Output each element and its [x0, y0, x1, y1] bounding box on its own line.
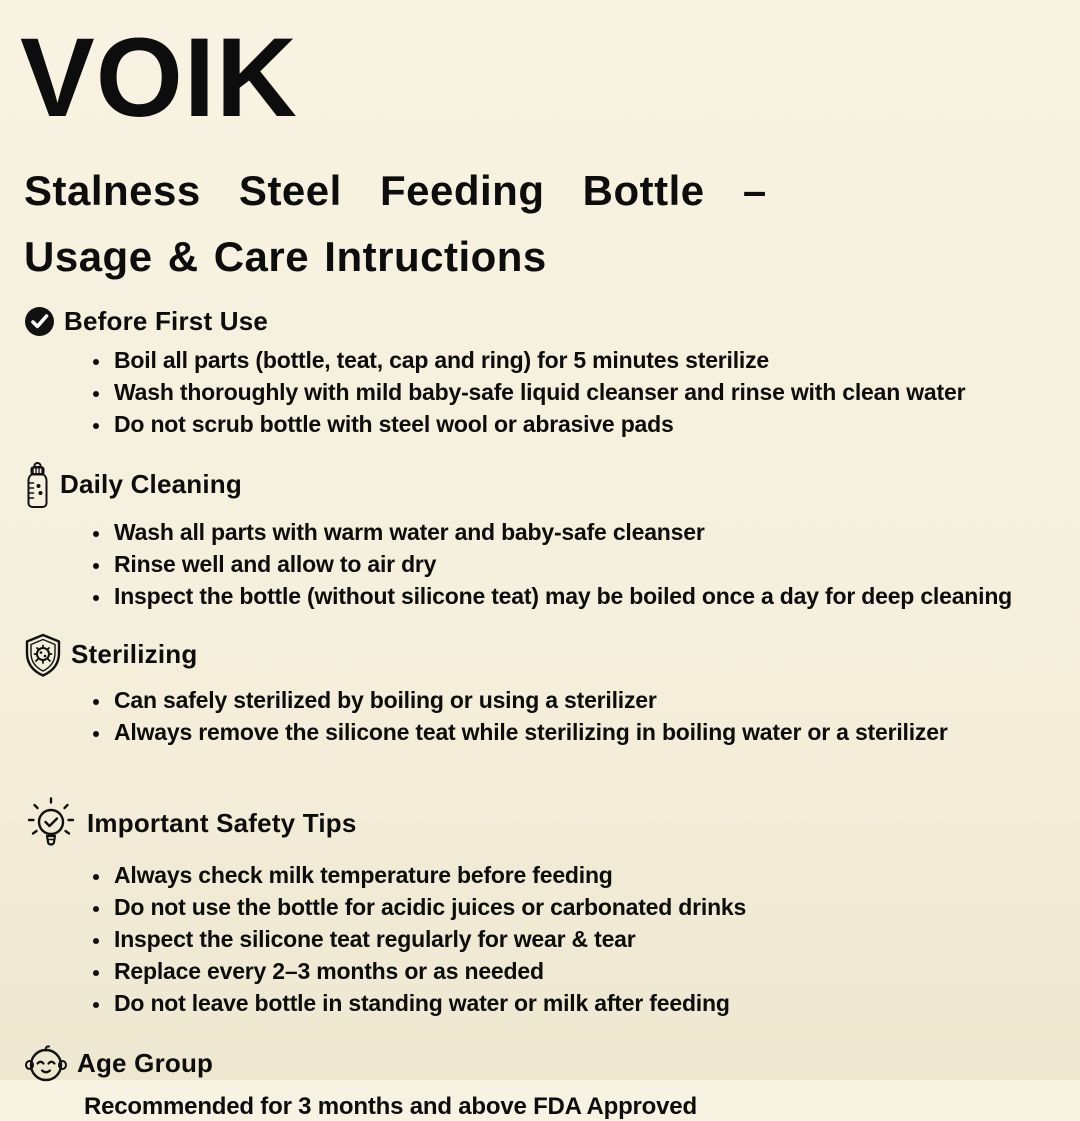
bullet-item: • Do not use the bottle for acidic juices or carbonated drinks: [112, 891, 1056, 923]
section-heading: Sterilizing: [71, 639, 198, 670]
bullet-item: • Inspect the silicone teat regularly for wear & tear: [112, 923, 1056, 955]
section-heading: Important Safety Tips: [87, 808, 357, 839]
section-header: [24, 306, 1056, 337]
bullet-item: • Always check milk temperature before feeding: [112, 859, 1056, 891]
baby-bottle-icon: [24, 461, 51, 509]
section-header: [24, 633, 1056, 677]
section-important-safety-tips: [24, 796, 1056, 1019]
bullet-item: • Wash thoroughly with mild baby-safe liquid cleanser and rinse with clean water: [112, 376, 1056, 408]
age-group-note: Recommended for 3 months and above FDA Approved: [84, 1092, 697, 1120]
page-title-line-1: Stalness Steel Feeding Bottle –: [24, 167, 767, 214]
bullet-list: [24, 859, 1056, 1019]
bullet-item: • Replace every 2–3 months or as needed: [112, 955, 1056, 987]
section-header: [24, 796, 1056, 852]
section-heading: Daily Cleaning: [60, 469, 242, 500]
section-header: [24, 461, 1056, 509]
bullet-item: • Can safely sterilized by boiling or using a sterilizer: [112, 684, 1056, 716]
section-header: [24, 1045, 1056, 1083]
bullet-list: [24, 684, 1056, 748]
section-heading: Before First Use: [64, 305, 269, 336]
bullet-item: • Do not leave bottle in standing water or milk after feeding: [112, 987, 1056, 1019]
sections-container: [24, 306, 1056, 1121]
page-title-line-2: Usage & Care Intructions: [24, 232, 547, 280]
brand-title: VOIK: [20, 15, 298, 140]
shield-virus-icon: [24, 633, 62, 677]
baby-face-icon: [24, 1045, 68, 1083]
section-age-group: [24, 1045, 1056, 1121]
check-circle-icon: [24, 306, 55, 337]
page-title: [24, 158, 1056, 290]
bullet-item: • Rinse well and allow to air dry: [112, 548, 1056, 580]
bullet-item: • Inspect the bottle (without silicone teat) may be boiled once a day for deep cleaning: [112, 580, 1056, 612]
bullet-item: • Do not scrub bottle with steel wool or abrasive pads: [112, 408, 1056, 440]
bullet-item: • Wash all parts with warm water and baby-safe cleanser: [112, 516, 1056, 548]
section-daily-cleaning: [24, 461, 1056, 612]
section-sterilizing: [24, 633, 1056, 748]
section-before-first-use: [24, 306, 1056, 440]
bullet-item: • Boil all parts (bottle, teat, cap and ring) for 5 minutes sterilize: [112, 344, 1056, 376]
section-heading: Age Group: [77, 1048, 214, 1079]
lightbulb-check-icon: [24, 796, 78, 852]
bullet-list: [24, 516, 1056, 612]
bullet-item: • Always remove the silicone teat while sterilizing in boiling water or a sterilizer: [112, 716, 1056, 748]
bullet-list: [24, 344, 1056, 440]
